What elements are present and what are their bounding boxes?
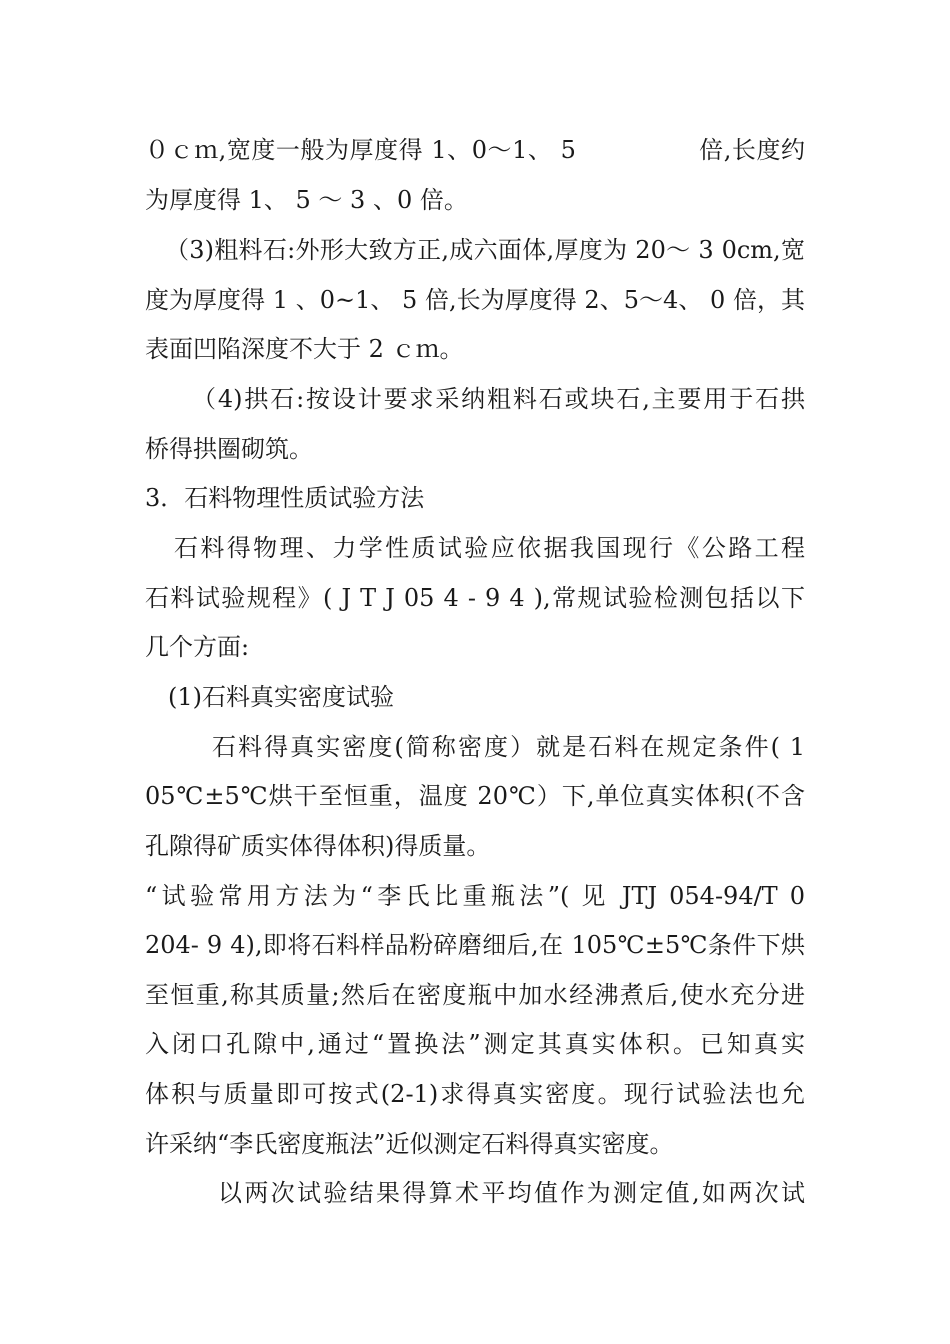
text-line: 为厚度得 1、 5 ～ 3 、0 倍。 xyxy=(145,186,468,214)
text-line: 至恒重,称其质量;然后在密度瓶中加水经沸煮后,使水充分进 xyxy=(145,981,805,1009)
section-heading: 3．石料物理性质试验方法 xyxy=(145,484,425,512)
text-line: 孔隙得矿质实体得体积)得质量。 xyxy=(145,832,491,860)
text-line: 石料得真实密度(简称密度）就是石料在规定条件( 1 xyxy=(212,733,805,761)
text-line: 桥得拱圈砌筑。 xyxy=(145,435,313,463)
text-line: “试验常用方法为“李氏比重瓶法”( 见 JTJ 054-94/T 0 xyxy=(145,882,805,910)
text-line: 许采纳“李氏密度瓶法”近似测定石料得真实密度。 xyxy=(145,1130,674,1158)
text-line: 入闭口孔隙中,通过“置换法”测定其真实体积。已知真实 xyxy=(145,1030,805,1058)
text-line: 204- 9 4),即将石料样品粉碎磨细后,在 105℃±5℃条件下烘 xyxy=(145,931,805,959)
text-line: 石料得物理、力学性质试验应依据我国现行《公路工程 xyxy=(174,534,805,562)
text-line: 05℃±5℃烘干至恒重，温度 20℃）下,单位真实体积(不含 xyxy=(145,782,805,810)
text-line: 体积与质量即可按式(2-1)求得真实密度。现行试验法也允 xyxy=(145,1080,805,1108)
text-line: 度为厚度得 1 、0~1、 5 倍,长为厚度得 2、5～4、 0 倍，其 xyxy=(145,286,805,314)
text-line: （4)拱石:按设计要求采纳粗料石或块石,主要用于石拱 xyxy=(192,385,805,413)
text-line: 以两次试验结果得算术平均值作为测定值,如两次试 xyxy=(218,1179,805,1207)
text-line: 几个方面: xyxy=(145,633,250,661)
text-line: ０ｃｍ,宽度一般为厚度得 1、0～1、 5 倍,长度约 xyxy=(145,136,805,164)
subsection-heading: (1)石料真实密度试验 xyxy=(168,683,394,711)
text-line: 表面凹陷深度不大于 2 ｃｍ。 xyxy=(145,335,464,363)
text-line: （3)粗料石:外形大致方正,成六面体,厚度为 20～ 3 0cm,宽 xyxy=(165,236,805,264)
text-line: 石料试验规程》( J T J 05 4 - 9 4 ),常规试验检测包括以下 xyxy=(145,584,805,612)
